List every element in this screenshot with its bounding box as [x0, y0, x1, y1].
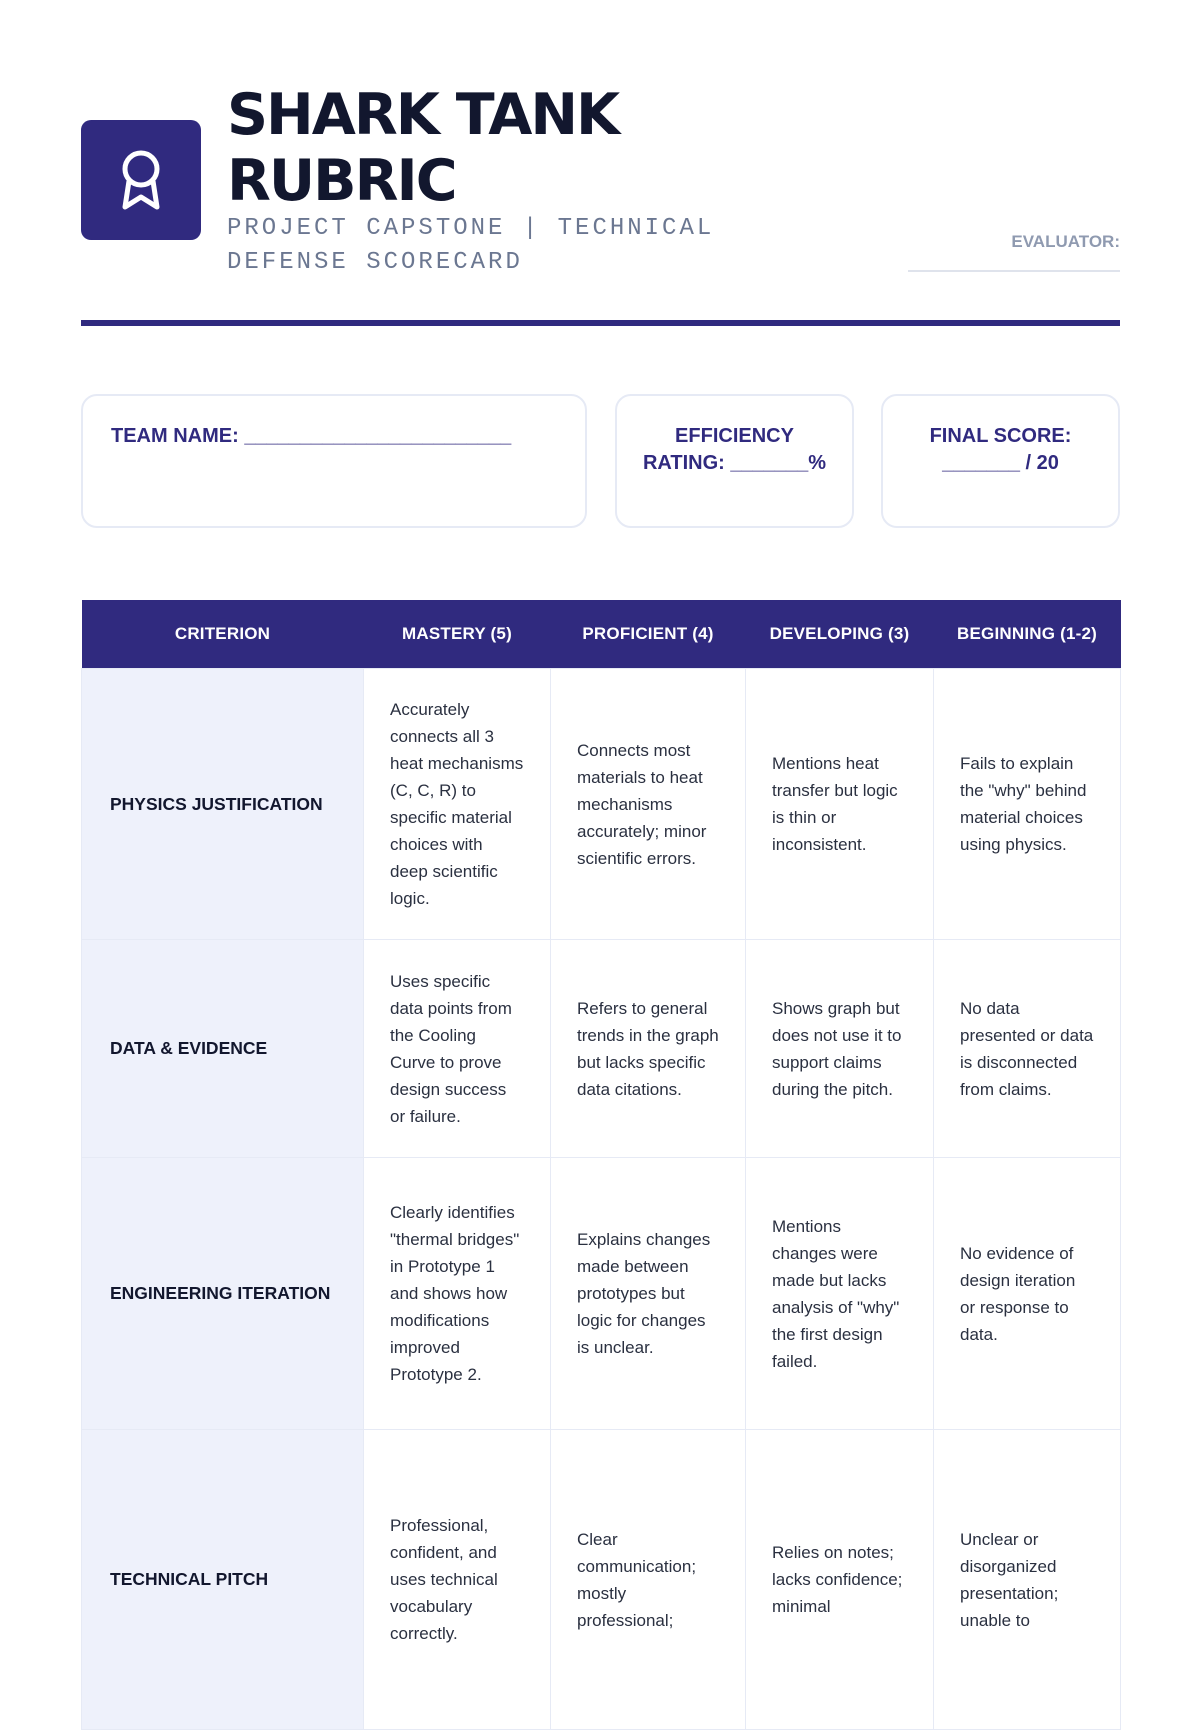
developing-cell: Relies on notes; lacks confidence; minimal: [746, 1430, 934, 1730]
criterion-cell: PHYSICS JUSTIFICATION: [82, 669, 364, 940]
beginning-cell: Unclear or disorganized presentation; unable to: [934, 1430, 1121, 1730]
criterion-cell: DATA & EVIDENCE: [82, 940, 364, 1158]
header-criterion: CRITERION: [82, 600, 364, 669]
table-header-row: [82, 600, 1121, 669]
proficient-cell: Clear communication; mostly professional;: [551, 1430, 746, 1730]
mastery-cell: Uses specific data points from the Cooling Curve to prove design success or failure.: [364, 940, 551, 1158]
page-title: SHARK TANK RUBRIC: [227, 82, 619, 214]
table-row: [82, 940, 1121, 1158]
mastery-cell: Professional, confident, and uses technical vocabulary correctly.: [364, 1430, 551, 1730]
proficient-cell: Connects most materials to heat mechanisms accurately; minor scientific errors.: [551, 669, 746, 940]
header-developing: DEVELOPING (3): [746, 600, 934, 669]
team-name-card[interactable]: TEAM NAME: ________________________: [81, 394, 587, 528]
evaluator-field[interactable]: EVALUATOR:: [908, 232, 1120, 272]
page-subtitle: PROJECT CAPSTONE | TECHNICAL DEFENSE SCORECARD: [227, 215, 715, 276]
beginning-cell: No evidence of design iteration or response to data.: [934, 1158, 1121, 1430]
beginning-cell: Fails to explain the "why" behind material choices using physics.: [934, 669, 1121, 940]
rubric-page: [81, 0, 1120, 1643]
table-row: [82, 669, 1121, 940]
logo-badge: [81, 120, 201, 240]
developing-cell: Mentions heat transfer but logic is thin or inconsistent.: [746, 669, 934, 940]
proficient-cell: Explains changes made between prototypes but logic for changes is unclear.: [551, 1158, 746, 1430]
developing-cell: Shows graph but does not use it to support claims during the pitch.: [746, 940, 934, 1158]
mastery-cell: Accurately connects all 3 heat mechanisms (C, C, R) to specific material choices with deep scientific logic.: [364, 669, 551, 940]
criterion-cell: TECHNICAL PITCH: [82, 1430, 364, 1730]
developing-cell: Mentions changes were made but lacks analysis of "why" the first design failed.: [746, 1158, 934, 1430]
table-row: [82, 1158, 1121, 1430]
criterion-cell: ENGINEERING ITERATION: [82, 1158, 364, 1430]
table-row: [82, 1430, 1121, 1730]
beginning-cell: No data presented or data is disconnected from claims.: [934, 940, 1121, 1158]
header-beginning: BEGINNING (1-2): [934, 600, 1121, 669]
award-ribbon-icon: [115, 147, 167, 213]
rubric-table: [81, 600, 1121, 1730]
header: [81, 0, 1120, 330]
header-mastery: MASTERY (5): [364, 600, 551, 669]
info-cards: [81, 394, 1120, 532]
header-divider: [81, 320, 1120, 326]
header-proficient: PROFICIENT (4): [551, 600, 746, 669]
proficient-cell: Refers to general trends in the graph but lacks specific data citations.: [551, 940, 746, 1158]
final-score-card[interactable]: FINAL SCORE: _______ / 20: [881, 394, 1120, 528]
efficiency-rating-card[interactable]: EFFICIENCY RATING: _______%: [615, 394, 854, 528]
mastery-cell: Clearly identifies "thermal bridges" in Prototype 1 and shows how modifications improved Prototype 2.: [364, 1158, 551, 1430]
